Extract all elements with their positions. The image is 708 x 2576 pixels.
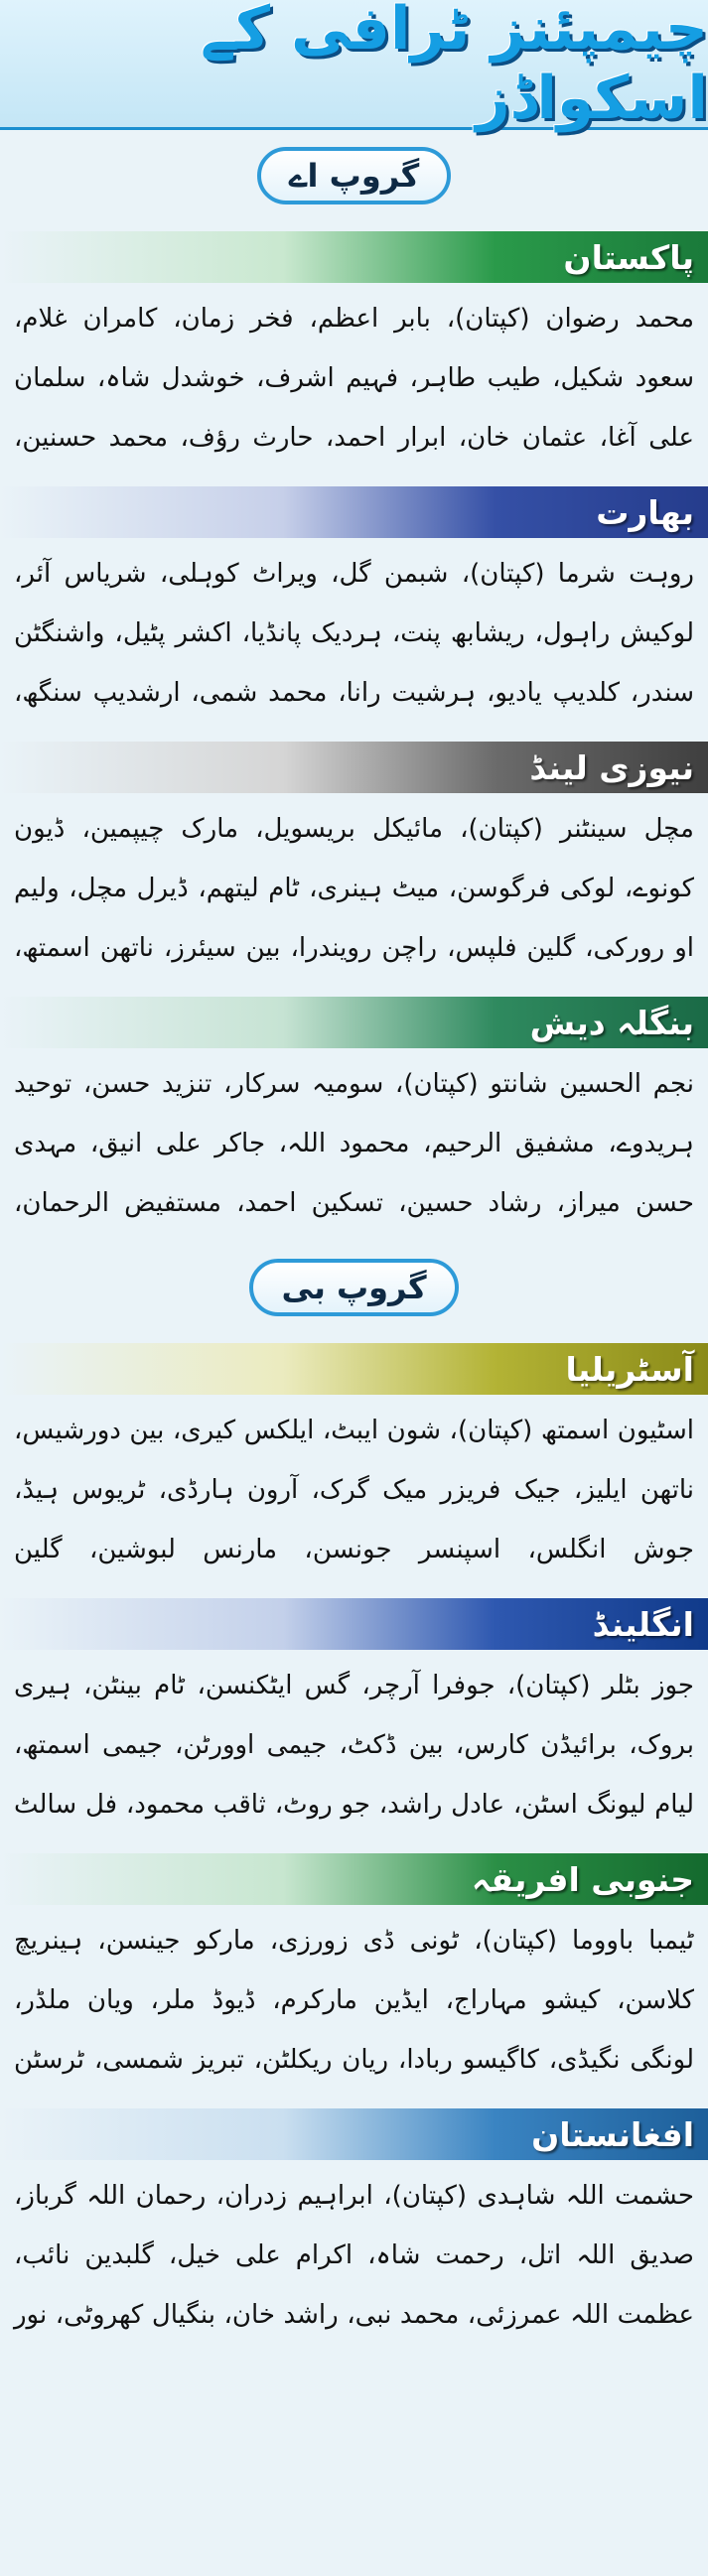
team-bangladesh bbox=[0, 997, 708, 1242]
team-new-zealand bbox=[0, 742, 708, 987]
group-a-label-wrap bbox=[0, 130, 708, 221]
team-england-players: جوز بٹلر (کپتان)، جوفرا آرچر، گس ایٹکنسن، ٹام بینٹن، ہیری بروک، برائیڈن کارس، بین ڈکٹ، جیمی اوورٹن، جیمی اسمتھ، لیام لیونگ اسٹن، عادل راشد، جو روٹ، ثاقب محمود، فل سالٹ bbox=[14, 1671, 694, 1820]
team-india-header: بھارت bbox=[0, 486, 708, 538]
team-afghanistan-header: افغانستان bbox=[0, 2108, 708, 2160]
team-bangladesh-header: بنگلہ دیش bbox=[0, 997, 708, 1048]
team-afghanistan bbox=[0, 2108, 708, 2354]
team-pakistan-header: پاکستان bbox=[0, 231, 708, 283]
page-title-text: چیمپئنز ٹرافی کے اسکواڈز bbox=[201, 0, 708, 133]
team-england bbox=[0, 1598, 708, 1843]
team-australia-players: اسٹیون اسمتھ (کپتان)، شون ایبٹ، ایلکس کیری، بین دورشیس، ناتھن ایلیز، جیک فریزر میک گرک، آرون ہارڈی، ٹریوس ہیڈ، جوش انگلس، اسپنسر جونسن، مارنس لبوشین، گلین bbox=[14, 1416, 694, 1564]
team-australia-header: آسٹریلیا bbox=[0, 1343, 708, 1395]
team-australia bbox=[0, 1343, 708, 1588]
team-england-header: انگلینڈ bbox=[0, 1598, 708, 1650]
team-new-zealand-players: مچل سینٹنر (کپتان)، مائیکل بریسویل، مارک چیپمین، ڈیون کونوے، لوکی فرگوسن، میٹ ہینری، ٹام لیتھم، ڈیرل مچل، ولیم او رورکی، گلین فلپس، راچن رویندرا، بین سیئرز، ناتھن اسمتھ، bbox=[14, 814, 694, 963]
team-new-zealand-header: نیوزی لینڈ bbox=[0, 742, 708, 793]
team-india-players: روہت شرما (کپتان)، شبمن گل، ویراٹ کوہلی، شریاس آئر، لوکیش راہول، ریشابھ پنت، ہردیک پانڈیا، اکشر پٹیل، واشنگٹن سندر، کلدیپ یادیو، ہرشیت رانا، محمد شمی، ارشدیپ سنگھ، bbox=[14, 559, 694, 708]
team-south-africa-header: جنوبی افریقہ bbox=[0, 1853, 708, 1905]
group-a-label: گروپ اے bbox=[257, 147, 451, 204]
team-south-africa-players: ٹیمبا باووما (کپتان)، ٹونی ڈی زورزی، مارکو جینسن، ہینریچ کلاسن، کیشو مہاراج، ایڈین مارکرم، ڈیوڈ ملر، ویان ملڈر، لونگی نگیڈی، کاگیسو ربادا، ریان ریکلٹن، تبریز شمسی، ٹرسٹن bbox=[14, 1926, 694, 2075]
team-bangladesh-players: نجم الحسین شانتو (کپتان)، سومیہ سرکار، تنزید حسن، توحید ہریدوے، مشفیق الرحیم، محمود اللہ، جاکر علی انیق، مہدی حسن میراز، رشاد حسین، تسکین احمد، مستفیض الرحمان، bbox=[14, 1069, 694, 1218]
team-pakistan bbox=[0, 231, 708, 476]
team-south-africa bbox=[0, 1853, 708, 2099]
group-b-label: گروپ بی bbox=[249, 1259, 458, 1316]
team-india bbox=[0, 486, 708, 732]
team-afghanistan-players: حشمت اللہ شاہدی (کپتان)، ابراہیم زدران، رحمان اللہ گرباز، صدیق اللہ اتل، رحمت شاہ، اکرام علی خیل، گلبدین نائب، عظمت اللہ عمرزئی، محمد نبی، راشد خان، بنگیال کھروٹی، نور bbox=[14, 2181, 694, 2330]
team-pakistan-players: محمد رضوان (کپتان)، بابر اعظم، فخر زمان، کامران غلام، سعود شکیل، طیب طاہر، فہیم اشرف، خوشدل شاہ، سلمان علی آغا، عثمان خان، ابرار احمد، حارث رؤف، محمد حسنین، bbox=[14, 304, 694, 453]
page-title bbox=[0, 0, 708, 133]
group-b-label-wrap bbox=[0, 1242, 708, 1333]
